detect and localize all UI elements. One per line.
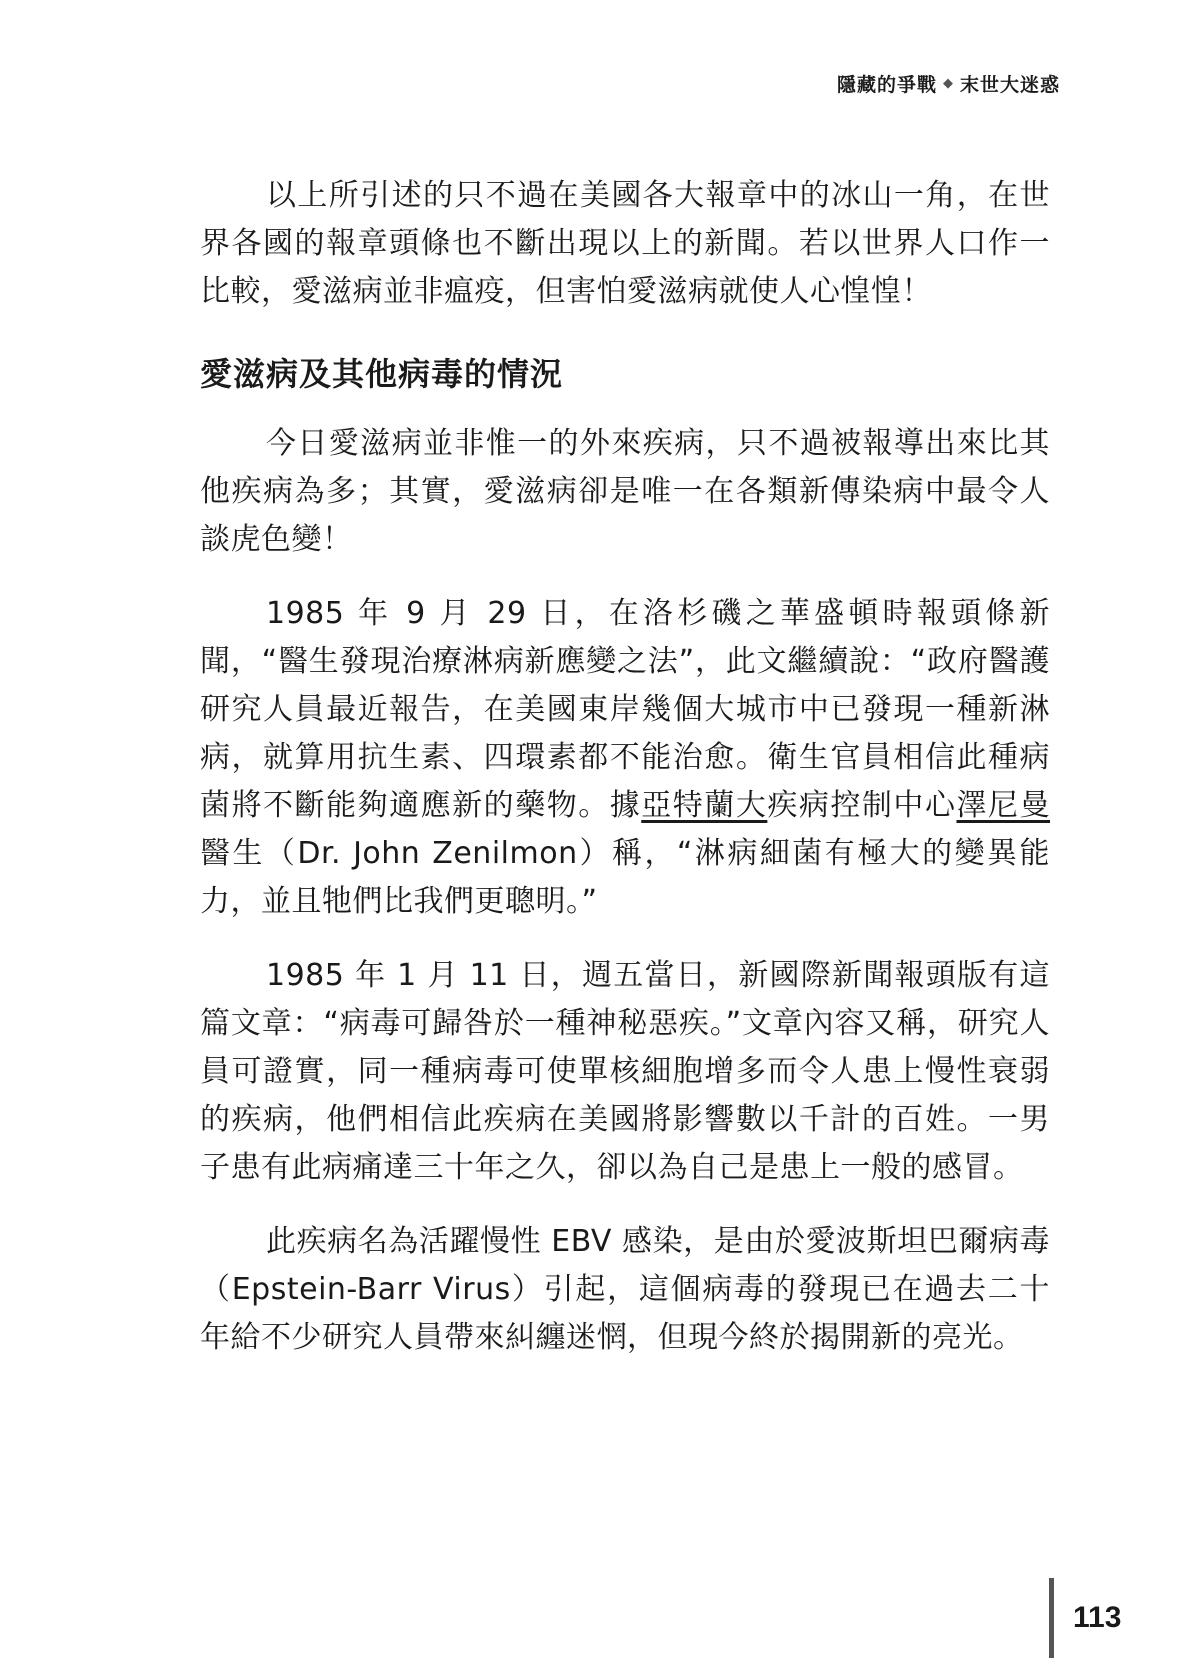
section-heading: 愛滋病及其他病毒的情況 — [200, 355, 564, 393]
diamond-icon: ◆ — [942, 76, 954, 91]
paragraph-1: 以上所引述的只不過在美國各大報章中的冰山一角，在世界各國的報章頭條也不斷出現以上的新聞。若以世界人口作一比較，愛滋病並非瘟疫，但害怕愛滋病就使人心惶惶！ — [200, 178, 1050, 309]
paragraph-3-text-a: 1985 年 9 月 29 日，在洛杉磯之華盛頓時報頭條新聞，“醫生發現治療淋病新應變之法”，此文繼續說：“政府醫護研究人員最近報告，在美國東岸幾個大城市中已發現一種新淋病，就算用抗生素、四環素都不能治愈。衛生官員相信此種病菌將不斷能夠適應新的藥物。據 — [200, 596, 1050, 823]
chapter-title: 末世大迷惑 — [959, 74, 1060, 96]
page-number: 113 — [1073, 1601, 1122, 1634]
book-title: 隱藏的爭戰 — [836, 74, 937, 96]
underlined-place-name: 亞特蘭大 — [641, 788, 768, 823]
page-number-rule — [1049, 1578, 1054, 1658]
running-header — [837, 70, 1060, 97]
underlined-person-name: 澤尼曼 — [956, 788, 1051, 823]
paragraph-4: 1985 年 1 月 11 日，週五當日，新國際新聞報頭版有這篇文章：“病毒可歸咎於一種神秘惡疾。”文章內容又稱，研究人員可證實，同一種病毒可使單核細胞增多而令人患上慢性衰弱的疾病，他們相信此疾病在美國將影響數以千計的百姓。一男子患有此病痛達三十年之久，卻以為自己是患上一般的感冒。 — [200, 958, 1050, 1185]
paragraph-5: 此疾病名為活躍慢性 EBV 感染，是由於愛波斯坦巴爾病毒（Epstein-Barr Virus）引起，這個病毒的發現已在過去二十年給不少研究人員帶來糾纏迷惘，但現今終於揭開新的亮光。 — [200, 1224, 1050, 1355]
paragraph-3 — [200, 590, 1050, 926]
paragraph-3-text-c: 醫生（Dr. John Zenilmon）稱，“淋病細菌有極大的變異能力，並且牠們比我們更聰明。” — [200, 836, 1050, 919]
page-body — [200, 172, 1050, 1388]
paragraph-2: 今日愛滋病並非惟一的外來疾病，只不過被報導出來比其他疾病為多；其實，愛滋病卻是唯一在各類新傳染病中最令人談虎色變！ — [200, 426, 1050, 557]
paragraph-3-text-b: 疾病控制中心 — [767, 788, 957, 823]
